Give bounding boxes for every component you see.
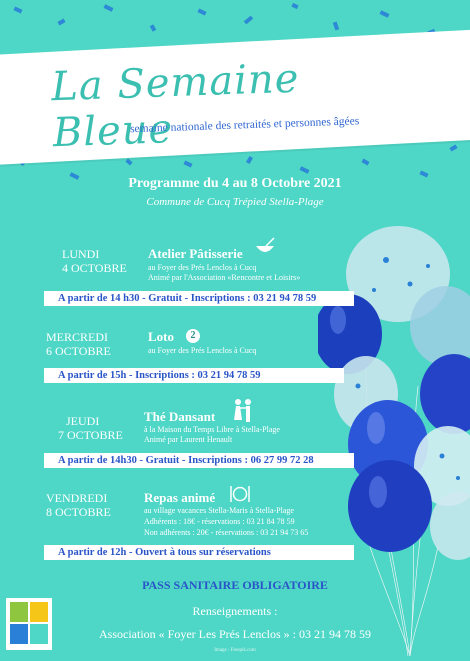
confetti-14: [184, 160, 193, 167]
image-credit: Image : Freepik.com: [214, 648, 256, 653]
programme-heading: Programme du 4 au 8 Octobre 2021: [128, 176, 342, 191]
event-2-location: au Foyer des Prés Lenclos à Cucq: [148, 346, 257, 355]
event-1-day: [62, 247, 127, 275]
cucq-logo: [6, 598, 52, 650]
confetti-6: [244, 16, 253, 25]
event-3-info-bar: A partir de 14h30 - Gratuit - Inscriptions : 06 27 99 72 28: [44, 453, 354, 468]
event-date-label: 8 OCTOBRE: [46, 505, 111, 519]
renseignements-heading: Renseignements :: [192, 604, 278, 618]
confetti-1: [14, 6, 23, 13]
event-1-animator: Animé par l'Association «Rencontre et Loisirs»: [148, 273, 301, 282]
event-4-price-nonmembers: Non adhérents : 20€ - réservations : 03 21 94 73 65: [144, 528, 309, 537]
confetti-17: [361, 159, 369, 166]
event-4-location: au village vacances Stella-Maris à Stella-Plage: [144, 506, 294, 515]
event-date-label: 4 OCTOBRE: [62, 261, 127, 275]
event-day-label: LUNDI: [62, 247, 100, 261]
confetti-13: [125, 159, 132, 166]
event-date-label: 7 OCTOBRE: [58, 428, 123, 442]
confetti-19: [449, 145, 457, 152]
dancers-icon: [228, 398, 258, 424]
event-4-price-members: Adhérents : 18€ - réservations : 03 21 84 78 59: [144, 517, 295, 526]
event-2-info-bar: A partir de 15h - Inscriptions : 03 21 94 78 59: [44, 368, 344, 383]
bowl-icon: [254, 236, 276, 256]
confetti-3: [104, 4, 114, 11]
event-2-day: [46, 330, 111, 358]
event-4-title: Repas animé: [144, 490, 216, 505]
event-3-location: à la Maison du Temps Libre à Stella-Plage: [144, 425, 280, 434]
event-4-day: [46, 491, 111, 519]
association-contact: Association « Foyer Les Prés Lenclos » : 03 21 94 78 59: [99, 627, 371, 641]
commune-heading: Commune de Cucq Trépied Stella-Plage: [146, 196, 324, 208]
event-1-title: Atelier Pâtisserie: [148, 246, 243, 261]
event-day-label: JEUDI: [66, 414, 100, 428]
pass-sanitaire-notice: PASS SANITAIRE OBLIGATOIRE: [142, 578, 328, 592]
confetti-8: [333, 22, 339, 31]
event-3-title: Thé Dansant: [144, 409, 216, 424]
confetti-7: [291, 3, 298, 9]
event-day-label: MERCREDI: [46, 330, 109, 344]
confetti-16: [300, 166, 310, 173]
event-3-animator: Animé par Laurent Henault: [144, 435, 233, 444]
confetti-2: [57, 19, 65, 26]
event-2-title: Loto: [148, 329, 174, 344]
event-1-info-bar: A partir de 14 h30 - Gratuit - Inscriptions : 03 21 94 78 59: [44, 291, 354, 306]
event-1-location: au Foyer des Prés Lenclos à Cucq: [148, 263, 257, 272]
confetti-4: [150, 24, 156, 31]
confetti-5: [198, 8, 207, 15]
event-4-info-bar: A partir de 12h - Ouvert à tous sur réservations: [44, 545, 354, 560]
loto-ball-icon: 2: [186, 329, 200, 343]
event-3-day: [58, 414, 123, 442]
event-date-label: 6 OCTOBRE: [46, 344, 111, 358]
page-subtitle: semaine nationale des retraités et personnes âgées: [129, 115, 360, 136]
page-title: La Semaine Bleue: [50, 55, 301, 157]
confetti-9: [380, 10, 390, 17]
confetti-15: [246, 156, 253, 164]
event-day-label: VENDREDI: [46, 491, 108, 505]
plate-cutlery-icon: [228, 484, 252, 504]
